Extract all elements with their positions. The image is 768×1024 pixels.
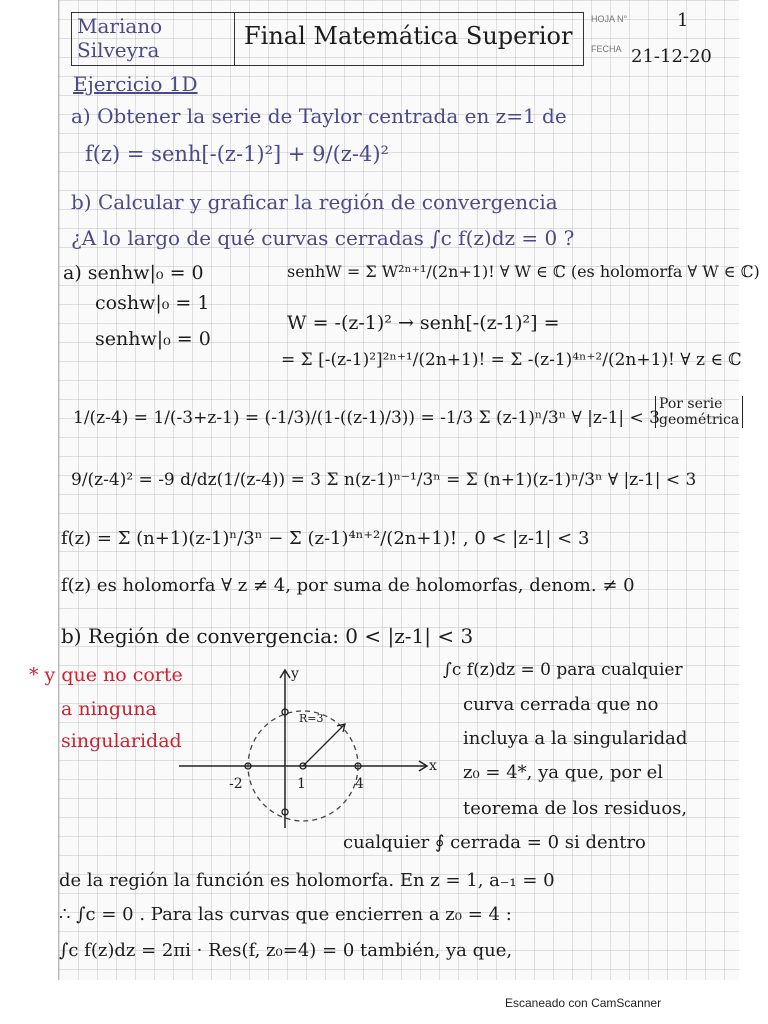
right-text-line3: incluya a la singularidad (463, 728, 688, 749)
sol-line3-left: senhw|₀ = 0 (95, 328, 211, 350)
exercise-title: Ejercicio 1D (73, 72, 198, 96)
graph-paper-sheet (29, 0, 760, 980)
part-a-statement: a) Obtener la serie de Taylor centrada en z=1 de (71, 104, 567, 128)
sol-line8: f(z) es holomorfa ∀ z ≠ 4, por suma de holomorfas, denom. ≠ 0 (61, 575, 635, 596)
sol-line5: 1/(z-4) = 1/(-3+z-1) = (-1/3)/(1-((z-1)/3)) = -1/3 Σ (z-1)ⁿ/3ⁿ ∀ |z-1| < 3 (73, 408, 660, 428)
sol-line4: = Σ [-(z-1)²]²ⁿ⁺¹/(2n+1)! = Σ -(z-1)⁴ⁿ⁺²/(2n+1)! ∀ z ∈ ℂ (281, 350, 742, 370)
right-text-line2: curva cerrada que no (463, 694, 659, 715)
sol-line1-left: a) senhw|₀ = 0 (63, 262, 204, 284)
right-text-line4: z₀ = 4*, ya que, por el (463, 762, 664, 783)
graph-x-label: x (429, 758, 437, 774)
final-line3: ∫c f(z)dz = 2πi · Res(f, z₀=4) = 0 también, ya que, (59, 940, 513, 961)
author-name-line1: Mariano (77, 14, 163, 38)
question-statement: ¿A lo largo de qué curvas cerradas ∫c f(z)dz = 0 ? (71, 226, 575, 250)
graph-tick-4: 4 (355, 776, 364, 792)
hoja-label: HOJA N° (591, 14, 628, 24)
sol-line3-right: W = -(z-1)² → senh[-(z-1)²] = (287, 312, 560, 334)
sol-line2-left: coshw|₀ = 1 (95, 292, 210, 314)
red-note-line1: * y que no corte (29, 664, 183, 686)
sol-line6: 9/(z-4)² = -9 d/dz(1/(z-4)) = 3 Σ n(z-1)ⁿ⁻¹/3ⁿ = Σ (n+1)(z-1)ⁿ/3ⁿ ∀ |z-1| < 3 (71, 470, 697, 490)
right-text-line6: cualquier ∮ cerrada = 0 si dentro (343, 832, 646, 853)
graph-tick-minus2: -2 (229, 776, 243, 792)
red-note-line2: a ninguna (61, 698, 157, 720)
exam-title: Final Matemática Superior (244, 22, 573, 50)
graph-tick-1: 1 (297, 776, 306, 792)
part-b-solution: b) Región de convergencia: 0 < |z-1| < 3 (61, 624, 474, 648)
scanner-watermark: Escaneado con CamScanner (505, 996, 662, 1010)
convergence-region-graph (169, 660, 439, 830)
function-definition: f(z) = senh[-(z-1)²] + 9/(z-4)² (85, 142, 389, 166)
graph-y-label: y (291, 666, 299, 682)
sol-line5-note: Por serie geométrica (655, 396, 743, 428)
graph-radius-label: R=3 (299, 712, 324, 725)
sol-line7: f(z) = Σ (n+1)(z-1)ⁿ/3ⁿ − Σ (z-1)⁴ⁿ⁺²/(2n+1)! , 0 < |z-1| < 3 (61, 528, 590, 549)
fecha-label: FECHA (591, 44, 622, 54)
hoja-value: 1 (677, 10, 689, 31)
red-note-line3: singularidad (61, 730, 182, 752)
final-line1: de la región la función es holomorfa. En z = 1, a₋₁ = 0 (59, 870, 555, 891)
right-text-line5: teorema de los residuos, (463, 798, 688, 819)
right-text-line1: ∫c f(z)dz = 0 para cualquier (443, 660, 683, 680)
sol-line1-right: senhW = Σ W²ⁿ⁺¹/(2n+1)! ∀ W ∈ ℂ (es holomorfa ∀ W ∈ ℂ) (287, 262, 760, 281)
fecha-value: 21-12-20 (631, 46, 712, 67)
part-b-statement: b) Calcular y graficar la región de convergencia (71, 190, 558, 214)
author-name-line2: Silveyra (77, 38, 160, 62)
radius-arrow (303, 724, 345, 766)
final-line2: ∴ ∫c = 0 . Para las curvas que encierren a z₀ = 4 : (59, 904, 512, 925)
